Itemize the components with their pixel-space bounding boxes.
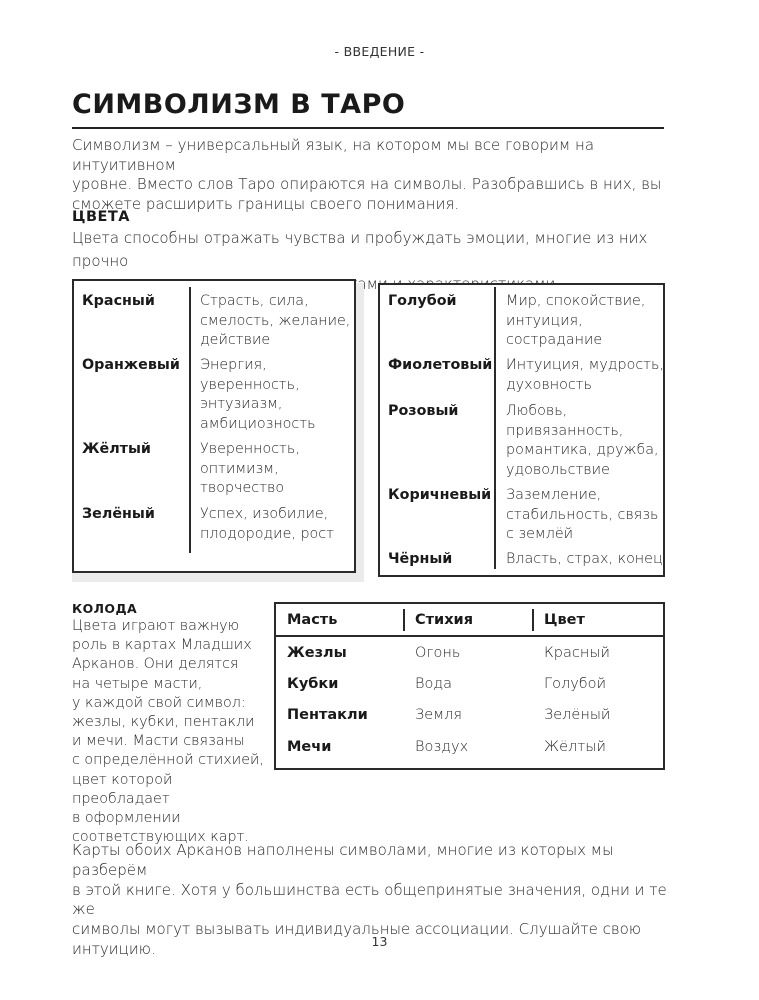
color-meaning bbox=[506, 486, 658, 545]
color-name: Чёрный bbox=[388, 551, 453, 567]
color-meaning bbox=[200, 440, 300, 499]
closing-line: Карты обоих Арканов наполнены символами, многие из которых мы разберём bbox=[72, 841, 614, 879]
closing-line: в этой книге. Хотя у большинства есть общепринятые значения, одни и те же bbox=[72, 880, 667, 919]
deck-line: на четыре масти, bbox=[72, 675, 203, 692]
intro-line: Символизм – универсальный язык, на котором мы все говорим на интуитивном bbox=[72, 136, 595, 174]
color-meaning-line: смелость, желание, bbox=[200, 312, 351, 329]
closing-line: символы могут вызывать индивидуальные ассоциации. Слушайте свою интуицию. bbox=[72, 920, 642, 958]
color-name: Розовый bbox=[388, 403, 459, 419]
suits-header-cell: Масть bbox=[287, 612, 338, 628]
color-meaning-line: Страсть, сила, bbox=[200, 293, 309, 309]
color-meaning-line: романтика, дружба, bbox=[506, 442, 659, 458]
title-rule bbox=[72, 127, 664, 129]
color-meaning-line: Уверенность, bbox=[200, 441, 300, 457]
suits-cell-suit: Пентакли bbox=[287, 707, 368, 723]
color-name: Жёлтый bbox=[82, 441, 151, 457]
color-meaning-line: Власть, страх, конец bbox=[506, 551, 663, 567]
suits-cell-suit: Кубки bbox=[287, 676, 339, 692]
deck-line: с определённой стихией, bbox=[72, 752, 264, 769]
suits-table-col-divider bbox=[403, 609, 405, 631]
color-name: Оранжевый bbox=[82, 357, 180, 373]
colors-description-line: Цвета способны отражать чувства и пробуждать эмоции, многие из них прочно bbox=[72, 229, 648, 270]
intro-paragraph bbox=[72, 136, 672, 214]
colors-right-divider bbox=[494, 287, 496, 569]
color-name: Зелёный bbox=[82, 506, 155, 522]
color-name: Красный bbox=[82, 293, 155, 309]
suits-cell-element: Огонь bbox=[415, 645, 461, 661]
color-name: Коричневый bbox=[388, 487, 492, 503]
deck-line: в оформлении bbox=[72, 810, 181, 827]
color-meaning-line: энтузиазм, bbox=[200, 396, 283, 412]
suits-cell-element: Земля bbox=[415, 707, 462, 723]
color-meaning-line: духовность bbox=[506, 376, 592, 393]
color-meaning bbox=[506, 402, 659, 480]
running-header: - ВВЕДЕНИЕ - bbox=[334, 44, 425, 59]
color-meaning-line: интуиция, bbox=[506, 312, 583, 329]
color-meaning-line: Мир, спокойствие, bbox=[506, 293, 646, 309]
suits-table-col-divider bbox=[532, 609, 534, 631]
color-meaning-line: Энергия, bbox=[200, 357, 267, 373]
suits-cell-element: Вода bbox=[415, 676, 453, 692]
colors-heading: ЦВЕТА bbox=[72, 209, 131, 225]
color-meaning-line: уверенность, bbox=[200, 376, 300, 393]
deck-line: Арканов. Они делятся bbox=[72, 656, 239, 673]
deck-line: цвет которой преобладает bbox=[72, 771, 173, 807]
page-title: СИМВОЛИЗМ В ТАРО bbox=[72, 89, 406, 120]
color-meaning-line: оптимизм, bbox=[200, 460, 279, 477]
color-meaning bbox=[506, 292, 645, 351]
suits-cell-color: Жёлтый bbox=[544, 739, 606, 755]
color-meaning bbox=[506, 550, 663, 570]
color-name: Голубой bbox=[388, 293, 457, 309]
color-meaning-line: амбициозность bbox=[200, 415, 316, 432]
color-meaning-line: стабильность, связь bbox=[506, 506, 659, 523]
color-meaning-line: удовольствие bbox=[506, 461, 610, 478]
intro-line: уровне. Вместо слов Таро опираются на символы. Разобравшись в них, вы bbox=[72, 175, 662, 194]
color-meaning bbox=[200, 505, 334, 544]
suits-cell-element: Воздух bbox=[415, 739, 469, 755]
color-meaning-line: привязанность, bbox=[506, 422, 624, 439]
color-meaning bbox=[200, 292, 350, 351]
intro-line: сможете расширить границы своего понимания. bbox=[72, 194, 460, 213]
deck-line: и мечи. Масти связаны bbox=[72, 733, 245, 750]
color-meaning-line: творчество bbox=[200, 480, 285, 496]
suits-header-cell: Стихия bbox=[415, 612, 474, 628]
suits-cell-color: Красный bbox=[544, 645, 610, 661]
deck-heading: КОЛОДА bbox=[72, 601, 138, 616]
color-meaning-line: действие bbox=[200, 332, 271, 348]
color-meaning-line: плодородие, рост bbox=[200, 525, 334, 542]
page-number: 13 bbox=[371, 934, 388, 949]
color-meaning-line: Заземление, bbox=[506, 487, 602, 503]
suits-cell-color: Голубой bbox=[544, 676, 607, 692]
suits-cell-color: Зелёный bbox=[544, 707, 611, 723]
deck-line: Цвета играют важную bbox=[72, 618, 240, 634]
deck-line: жезлы, кубки, пентакли bbox=[72, 714, 255, 731]
color-meaning-line: Любовь, bbox=[506, 403, 568, 419]
deck-paragraph bbox=[72, 617, 272, 847]
suits-table-header-rule bbox=[276, 635, 663, 637]
colors-left-divider bbox=[189, 287, 191, 553]
deck-line: роль в картах Младших bbox=[72, 637, 252, 654]
color-meaning bbox=[506, 356, 664, 395]
suits-cell-suit: Жезлы bbox=[287, 645, 347, 661]
color-meaning bbox=[200, 356, 316, 434]
suits-cell-suit: Мечи bbox=[287, 739, 332, 755]
deck-line: у каждой свой символ: bbox=[72, 694, 246, 711]
color-name: Фиолетовый bbox=[388, 357, 493, 373]
color-meaning-line: Успех, изобилие, bbox=[200, 506, 329, 522]
color-meaning-line: сострадание bbox=[506, 332, 603, 348]
suits-header-cell: Цвет bbox=[544, 612, 585, 628]
deck-line: соответствующих карт. bbox=[72, 829, 249, 846]
color-meaning-line: с землёй bbox=[506, 526, 574, 542]
color-meaning-line: Интуиция, мудрость, bbox=[506, 357, 664, 373]
